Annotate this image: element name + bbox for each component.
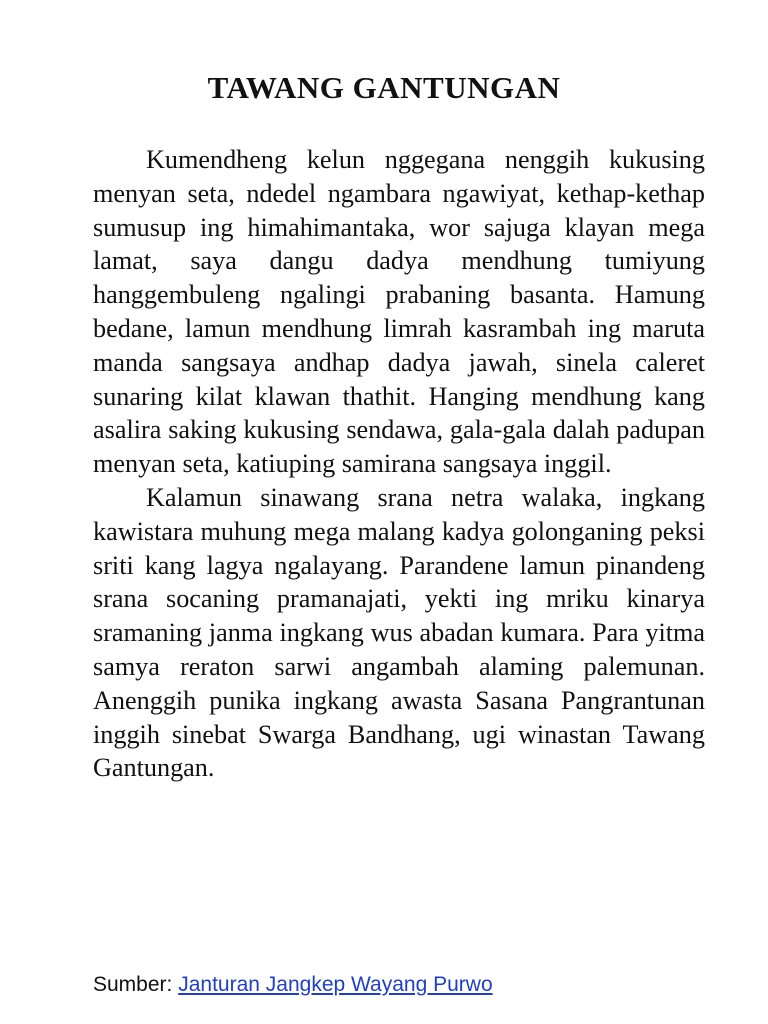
source-label: Sumber: xyxy=(93,973,173,996)
paragraph-2: Kalamun sinawang srana netra walaka, ingkang kawistara muhung mega malang kadya golonganing peksi sriti kang lagya ngalayang. Parandene lamun pinandeng srana socaning pramanajati, yekti ing mriku kinarya sramaning janma ingkang wus abadan kumara. Para yitma samya reraton sarwi angambah alaming palemunan. Anenggih punika ingkang awasta Sasana Pangrantunan inggih sinebat Swarga Bandhang, ugi winastan Tawang Gantungan. xyxy=(93,482,705,783)
source-link[interactable]: Janturan Jangkep Wayang Purwo xyxy=(178,973,493,996)
document-title: TAWANG GANTUNGAN xyxy=(207,70,561,105)
document-body xyxy=(93,143,705,785)
source-line xyxy=(93,970,493,1000)
paragraph-1: Kumendheng kelun nggegana nenggih kukusing menyan seta, ndedel ngambara ngawiyat, kethap-kethap sumusup ing himahimantaka, wor sajuga klayan mega lamat, saya dangu dadya mendhung tumiyung hanggembuleng ngalingi prabaning basanta. Hamung bedane, lamun mendhung limrah kasrambah ing maruta manda sangsaya andhap dadya jawah, sinela caleret sunaring kilat klawan thathit. Hanging mendhung kang asalira saking kukusing sendawa, gala-gala dalah padupan menyan seta, katiuping samirana sangsaya inggil. xyxy=(93,145,705,479)
